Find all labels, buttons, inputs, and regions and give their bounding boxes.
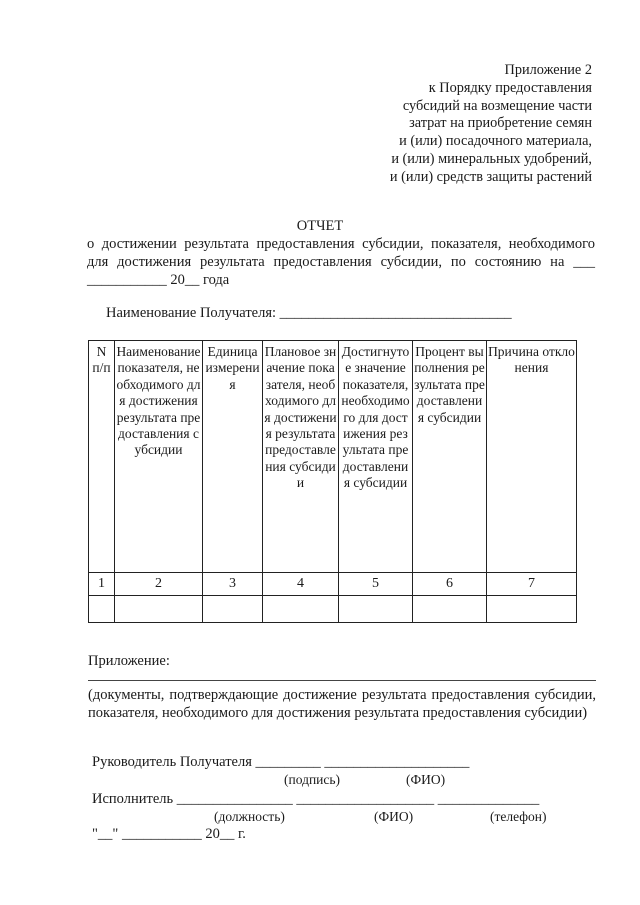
table-cell	[89, 596, 115, 623]
column-number: 2	[115, 573, 203, 596]
annex-reference	[390, 62, 592, 187]
header-unit: Единица измерения	[203, 341, 263, 573]
table-cell	[263, 596, 339, 623]
attachment-underline	[88, 680, 596, 681]
header-deviation-reason: Причина отклонения	[487, 341, 577, 573]
report-subtitle: о достижении результата предоставления субсидии, показателя, необходимого для достижения результата предоставления субсидии, по состоянию на ___ ___________ 20__ года	[87, 236, 595, 288]
executor-position-hint: (должность)	[214, 809, 285, 824]
executor-name-hint: (ФИО)	[374, 809, 414, 824]
executor-signature-line: Исполнитель ________________ ___________________ ______________	[92, 791, 540, 807]
header-indicator-name: Наименование показателя, необходимого для достижения результата предоставления субсидии	[115, 341, 203, 573]
header-planned-value: Плановое значение показателя, необходимого для достижения результата предоставления субсидии	[263, 341, 339, 573]
column-number: 7	[487, 573, 577, 596]
column-number: 4	[263, 573, 339, 596]
annex-line: затрат на приобретение семян	[409, 115, 592, 132]
header-achieved-value: Достигнутое значение показателя, необходимого для достижения результата предоставления субсидии	[339, 341, 413, 573]
executor-phone-hint: (телефон)	[490, 809, 547, 824]
annex-line: к Порядку предоставления	[428, 79, 592, 96]
date-line: "__" ___________ 20__ г.	[92, 826, 246, 842]
annex-line: и (или) посадочного материала,	[399, 133, 592, 150]
column-number: 1	[89, 573, 115, 596]
column-number: 3	[203, 573, 263, 596]
table-header-row	[89, 341, 577, 573]
annex-line: и (или) средств защиты растений	[389, 168, 592, 185]
head-signature-line: Руководитель Получателя _________ ____________________	[92, 754, 470, 770]
annex-line: субсидий на возмещение части	[402, 97, 592, 114]
annex-line: и (или) минеральных удобрений,	[391, 150, 592, 167]
head-name-hint: (ФИО)	[406, 772, 446, 787]
column-number: 6	[413, 573, 487, 596]
header-number: N п/п	[89, 341, 115, 573]
report-title: ОТЧЕТ	[296, 218, 344, 234]
table-cell	[413, 596, 487, 623]
annex-line: Приложение 2	[504, 62, 592, 78]
recipient-name-line: Наименование Получателя: ________________________________	[106, 305, 512, 321]
table-cell	[339, 596, 413, 623]
attachment-label: Приложение:	[88, 653, 170, 669]
table-number-row	[89, 573, 577, 596]
attachment-description: (документы, подтверждающие достижение результата предоставления субсидии, показателя, необходимого для достижения результата предоставления субсидии)	[88, 687, 596, 721]
head-sign-hint: (подпись)	[284, 772, 341, 787]
header-percent-completion: Процент выполнения результата предоставления субсидии	[413, 341, 487, 573]
table-row	[89, 596, 577, 623]
column-number: 5	[339, 573, 413, 596]
table-cell	[203, 596, 263, 623]
table-cell	[115, 596, 203, 623]
report-table	[88, 340, 577, 623]
table-cell	[487, 596, 577, 623]
